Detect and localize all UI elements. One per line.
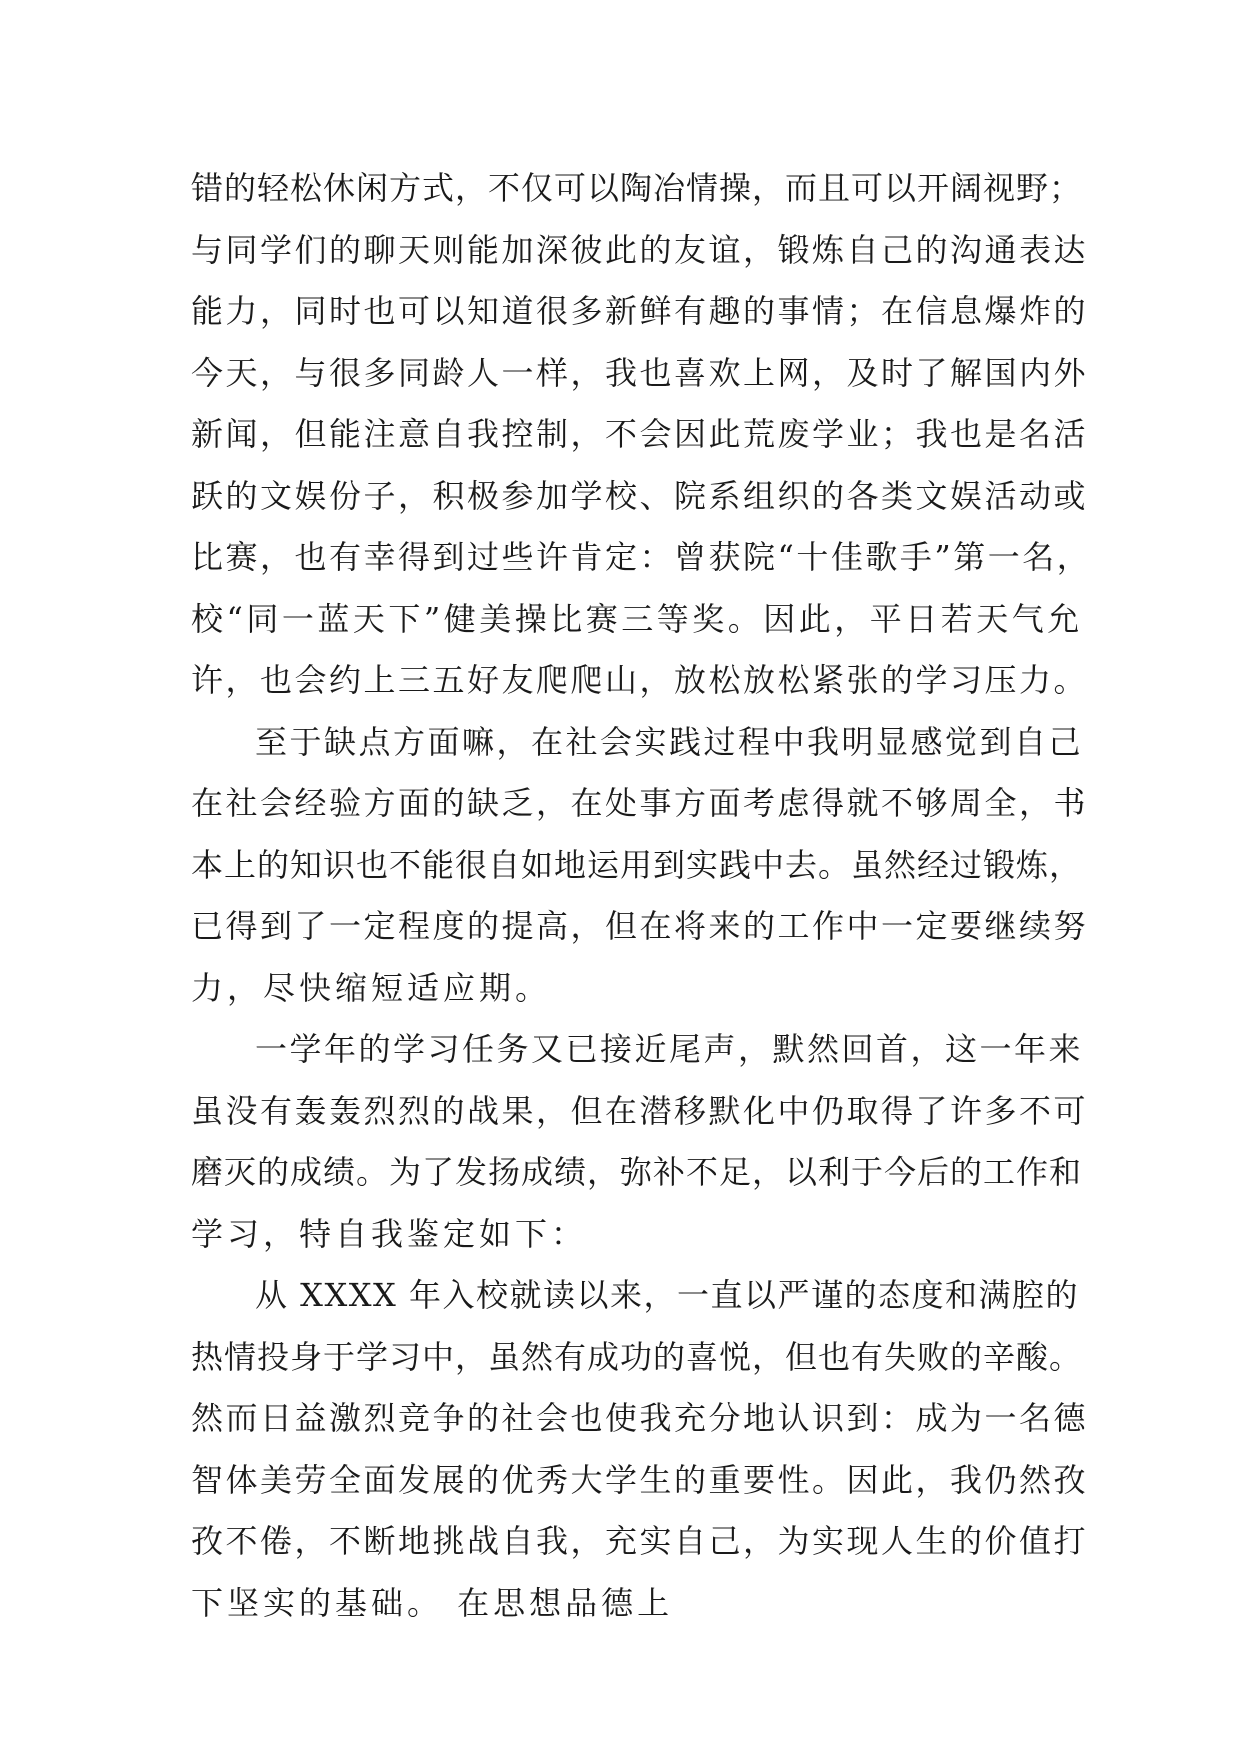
text-line: 能力，同时也可以知道很多新鲜有趣的事情；在信息爆炸的 [191, 292, 1089, 330]
text-line: 新闻，但能注意自我控制，不会因此荒废学业；我也是名活 [191, 415, 1089, 453]
text-line: 一学年的学习任务又已接近尾声，默然回首，这一年来 [255, 1030, 1084, 1068]
text-line: 错的轻松休闲方式，不仅可以陶冶情操，而且可以开阔视野； [191, 169, 1083, 207]
paragraph-1 [191, 158, 1092, 712]
paragraph-4 [191, 1265, 1089, 1634]
text-line: 下坚实的基础。 在思想品德上 [191, 1583, 674, 1622]
text-line: 校“同一蓝天下”健美操比赛三等奖。因此，平日若天气允 [191, 599, 1083, 638]
text-line: 许，也会约上三五好友爬爬山，放松放松紧张的学习压力。 [191, 661, 1089, 699]
text-line: 本上的知识也不能很自如地运用到实践中去。虽然经过锻炼， [191, 845, 1083, 884]
paragraph-3 [191, 1019, 1089, 1265]
text-line: 与同学们的聊天则能加深彼此的友谊，锻炼自己的沟通表达 [191, 230, 1089, 269]
text-line: 今天，与很多同龄人一样，我也喜欢上网，及时了解国内外 [191, 353, 1089, 392]
text-line: 孜不倦，不断地挑战自我，充实自己，为实现人生的价值打 [191, 1522, 1089, 1560]
text-line: 从 XXXX 年入校就读以来，一直以严谨的态度和满腔的 [255, 1276, 1079, 1314]
text-line: 跃的文娱份子，积极参加学校、院系组织的各类文娱活动或 [191, 476, 1089, 515]
text-line: 磨灭的成绩。为了发扬成绩，弥补不足，以利于今后的工作和 [191, 1153, 1083, 1191]
text-line: 力，尽快缩短适应期。 [191, 968, 552, 1007]
text-line: 智体美劳全面发展的优秀大学生的重要性。因此，我仍然孜 [191, 1460, 1089, 1499]
paragraph-2 [191, 712, 1089, 1020]
text-line: 学习，特自我鉴定如下： [191, 1214, 588, 1253]
text-line: 在社会经验方面的缺乏，在处事方面考虑得就不够周全，书 [191, 784, 1089, 822]
text-line: 然而日益激烈竞争的社会也使我充分地认识到：成为一名德 [191, 1399, 1089, 1437]
text-line: 至于缺点方面嘛，在社会实践过程中我明显感觉到自己 [255, 722, 1084, 761]
text-line: 已得到了一定程度的提高，但在将来的工作中一定要继续努 [191, 907, 1089, 945]
document-body [191, 158, 1092, 1634]
text-line: 热情投身于学习中，虽然有成功的喜悦，但也有失败的辛酸。 [191, 1337, 1083, 1376]
text-line: 比赛，也有幸得到过些许肯定：曾获院“十佳歌手”第一名， [191, 538, 1092, 576]
text-line: 虽没有轰轰烈烈的战果，但在潜移默化中仍取得了许多不可 [191, 1091, 1089, 1130]
